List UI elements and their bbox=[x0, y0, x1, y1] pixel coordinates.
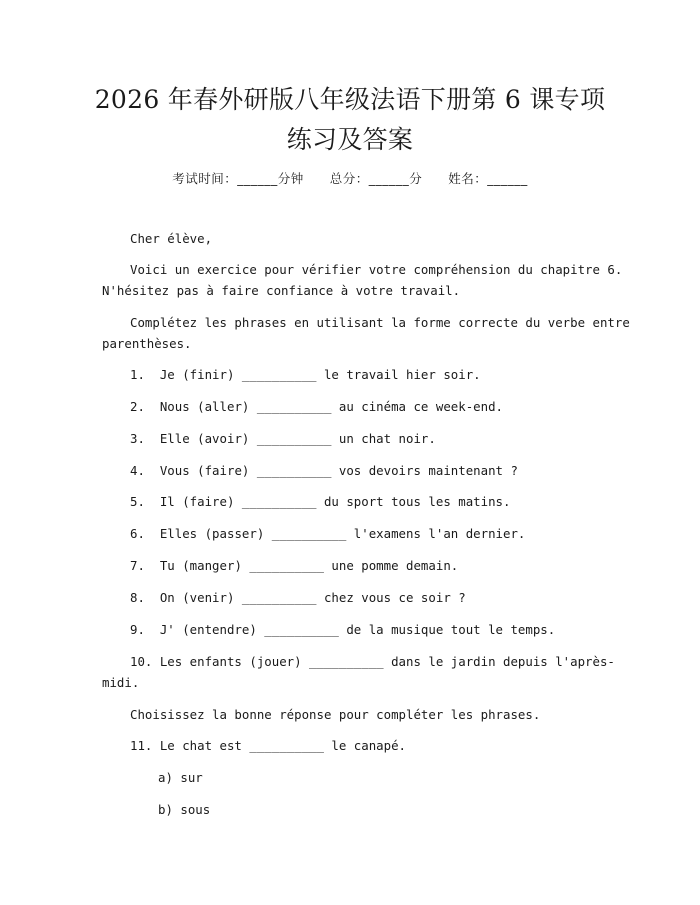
item-text: Je (finir) __________ le travail hier soir. bbox=[159, 367, 481, 382]
intro-line-1: Voici un exercice pour vérifier votre compréhension du chapitre 6. bbox=[130, 262, 623, 277]
instruction-1-line-2: parenthèses. bbox=[102, 336, 192, 351]
exercise-item bbox=[130, 399, 503, 415]
item-text: Tu (manger) __________ une pomme demain. bbox=[159, 558, 459, 573]
student-name: 姓名：______ bbox=[448, 171, 528, 186]
item-text: On (venir) __________ chez vous ce soir ? bbox=[159, 590, 466, 605]
item-text: Elle (avoir) __________ un chat noir. bbox=[159, 431, 436, 446]
exercise-item bbox=[130, 494, 510, 510]
exercise-item bbox=[130, 558, 458, 574]
exercise-item bbox=[130, 590, 466, 606]
exercise-item-10-line-2: midi. bbox=[102, 675, 140, 690]
exam-info bbox=[0, 169, 700, 187]
item-text: Elles (passer) __________ l'examens l'an dernier. bbox=[159, 526, 526, 541]
exam-score: 总分：______分 bbox=[329, 171, 423, 186]
exercise-item bbox=[130, 463, 518, 479]
exercise-item bbox=[130, 367, 481, 383]
option-a: a) sur bbox=[158, 770, 203, 785]
item-number: 4. bbox=[130, 463, 145, 478]
instruction-2: Choisissez la bonne réponse pour compléter les phrases. bbox=[130, 707, 541, 722]
intro-line-2: N'hésitez pas à faire confiance à votre travail. bbox=[102, 283, 461, 298]
exercise-item-10-line-1: 10. Les enfants (jouer) __________ dans le jardin depuis l'après- bbox=[130, 654, 615, 669]
item-number: 6. bbox=[130, 526, 145, 541]
exercise-item bbox=[130, 526, 525, 542]
title-line-1: 2026 年春外研版八年级法语下册第 6 课专项 bbox=[94, 85, 606, 114]
greeting: Cher élève, bbox=[130, 231, 213, 246]
item-number: 5. bbox=[130, 494, 145, 509]
item-number: 7. bbox=[130, 558, 145, 573]
title-line-2: 练习及答案 bbox=[286, 125, 414, 154]
exercise-item-11: 11. Le chat est __________ le canapé. bbox=[130, 738, 407, 753]
instruction-1-line-1: Complétez les phrases en utilisant la forme correcte du verbe entre bbox=[130, 315, 630, 330]
item-text: Vous (faire) __________ vos devoirs maintenant ? bbox=[159, 463, 518, 478]
item-number: 2. bbox=[130, 399, 145, 414]
item-text: Nous (aller) __________ au cinéma ce week-end. bbox=[159, 399, 503, 414]
item-text: J' (entendre) __________ de la musique tout le temps. bbox=[159, 622, 556, 637]
exercise-item bbox=[130, 622, 555, 638]
exercise-item bbox=[130, 431, 436, 447]
item-number: 9. bbox=[130, 622, 145, 637]
item-number: 8. bbox=[130, 590, 145, 605]
item-text: Il (faire) __________ du sport tous les matins. bbox=[159, 494, 511, 509]
exam-time: 考试时间：______分钟 bbox=[172, 171, 304, 186]
item-number: 1. bbox=[130, 367, 145, 382]
item-number: 3. bbox=[130, 431, 145, 446]
document-title bbox=[60, 80, 640, 160]
option-b: b) sous bbox=[158, 802, 211, 817]
